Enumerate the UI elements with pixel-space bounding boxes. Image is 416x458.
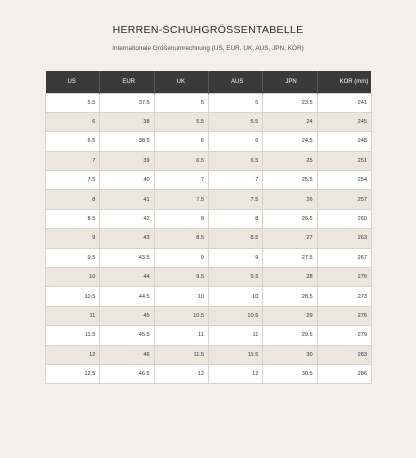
- cell-uk: 5.5: [154, 112, 208, 131]
- cell-us: 10.5: [46, 287, 100, 306]
- cell-jpn: 25.5: [263, 171, 317, 190]
- cell-aus: 11.5: [208, 345, 262, 364]
- cell-eur: 43.5: [100, 248, 154, 267]
- cell-jpn: 25: [263, 151, 317, 170]
- cell-aus: 8.5: [208, 229, 262, 248]
- cell-uk: 6.5: [154, 151, 208, 170]
- cell-jpn: 28: [263, 268, 317, 287]
- cell-aus: 7.5: [208, 190, 262, 209]
- cell-kor: 254: [317, 171, 371, 190]
- cell-aus: 11: [208, 326, 262, 345]
- cell-uk: 6: [154, 132, 208, 151]
- cell-eur: 45: [100, 306, 154, 325]
- table-row: [46, 345, 372, 364]
- cell-uk: 10.5: [154, 306, 208, 325]
- cell-us: 6: [46, 112, 100, 131]
- cell-us: 8.5: [46, 209, 100, 228]
- cell-aus: 10.5: [208, 306, 262, 325]
- cell-aus: 6: [208, 132, 262, 151]
- table-row: [46, 364, 372, 383]
- cell-eur: 45.5: [100, 326, 154, 345]
- cell-kor: 273: [317, 287, 371, 306]
- column-header-uk: UK: [154, 71, 208, 93]
- cell-eur: 39: [100, 151, 154, 170]
- column-header-us: US: [46, 71, 100, 93]
- column-header-kor: KOR (mm): [317, 71, 371, 93]
- cell-kor: 260: [317, 209, 371, 228]
- table-row: [46, 306, 372, 325]
- table-row: [46, 171, 372, 190]
- cell-aus: 12: [208, 364, 262, 383]
- cell-kor: 276: [317, 306, 371, 325]
- cell-aus: 5: [208, 93, 262, 112]
- cell-kor: 270: [317, 268, 371, 287]
- column-header-aus: AUS: [208, 71, 262, 93]
- cell-kor: 263: [317, 229, 371, 248]
- cell-kor: 245: [317, 112, 371, 131]
- cell-jpn: 26.5: [263, 209, 317, 228]
- cell-jpn: 26: [263, 190, 317, 209]
- cell-uk: 12: [154, 364, 208, 383]
- cell-aus: 9.5: [208, 268, 262, 287]
- cell-kor: 267: [317, 248, 371, 267]
- table-row: [46, 326, 372, 345]
- cell-uk: 11.5: [154, 345, 208, 364]
- table-row: [46, 132, 372, 151]
- cell-kor: 241: [317, 93, 371, 112]
- cell-eur: 46.5: [100, 364, 154, 383]
- cell-eur: 42: [100, 209, 154, 228]
- cell-us: 5.5: [46, 93, 100, 112]
- cell-aus: 6.5: [208, 151, 262, 170]
- table-body: [46, 93, 372, 384]
- cell-eur: 44.5: [100, 287, 154, 306]
- cell-kor: 248: [317, 132, 371, 151]
- cell-aus: 7: [208, 171, 262, 190]
- table-row: [46, 112, 372, 131]
- cell-jpn: 27.5: [263, 248, 317, 267]
- page-subtitle: Internationale Größenumrechnung (US, EUR, UK, AUS, JPN, KOR): [112, 45, 304, 52]
- column-header-jpn: JPN: [263, 71, 317, 93]
- page-title: HERREN-SCHUHGRÖSSENTABELLE: [112, 24, 304, 36]
- table-row: [46, 229, 372, 248]
- cell-jpn: 30: [263, 345, 317, 364]
- table-row: [46, 268, 372, 287]
- cell-us: 12.5: [46, 364, 100, 383]
- table-row: [46, 93, 372, 112]
- cell-uk: 8: [154, 209, 208, 228]
- cell-uk: 8.5: [154, 229, 208, 248]
- cell-us: 9: [46, 229, 100, 248]
- cell-jpn: 27: [263, 229, 317, 248]
- cell-jpn: 23.5: [263, 93, 317, 112]
- cell-eur: 41: [100, 190, 154, 209]
- cell-uk: 10: [154, 287, 208, 306]
- cell-us: 6.5: [46, 132, 100, 151]
- cell-aus: 9: [208, 248, 262, 267]
- table-header: [46, 71, 372, 93]
- cell-uk: 7.5: [154, 190, 208, 209]
- cell-kor: 257: [317, 190, 371, 209]
- cell-jpn: 28.5: [263, 287, 317, 306]
- cell-eur: 43: [100, 229, 154, 248]
- cell-kor: 286: [317, 364, 371, 383]
- cell-uk: 5: [154, 93, 208, 112]
- size-table: [45, 71, 372, 384]
- table-row: [46, 248, 372, 267]
- cell-us: 11: [46, 306, 100, 325]
- cell-jpn: 24: [263, 112, 317, 131]
- cell-uk: 9.5: [154, 268, 208, 287]
- cell-kor: 283: [317, 345, 371, 364]
- cell-eur: 38.5: [100, 132, 154, 151]
- cell-eur: 37.5: [100, 93, 154, 112]
- cell-uk: 11: [154, 326, 208, 345]
- cell-us: 7: [46, 151, 100, 170]
- cell-eur: 44: [100, 268, 154, 287]
- cell-aus: 10: [208, 287, 262, 306]
- cell-aus: 8: [208, 209, 262, 228]
- cell-kor: 251: [317, 151, 371, 170]
- cell-us: 9.5: [46, 248, 100, 267]
- cell-us: 11.5: [46, 326, 100, 345]
- cell-jpn: 29.5: [263, 326, 317, 345]
- table-row: [46, 287, 372, 306]
- column-header-eur: EUR: [100, 71, 154, 93]
- cell-us: 10: [46, 268, 100, 287]
- cell-kor: 279: [317, 326, 371, 345]
- cell-eur: 38: [100, 112, 154, 131]
- cell-eur: 40: [100, 171, 154, 190]
- cell-jpn: 29: [263, 306, 317, 325]
- cell-us: 7.5: [46, 171, 100, 190]
- cell-us: 8: [46, 190, 100, 209]
- cell-us: 12: [46, 345, 100, 364]
- table-row: [46, 151, 372, 170]
- table-row: [46, 209, 372, 228]
- cell-uk: 9: [154, 248, 208, 267]
- cell-uk: 7: [154, 171, 208, 190]
- cell-jpn: 24.5: [263, 132, 317, 151]
- cell-aus: 5.5: [208, 112, 262, 131]
- header-row: [46, 71, 372, 93]
- cell-jpn: 30.5: [263, 364, 317, 383]
- table-row: [46, 190, 372, 209]
- cell-eur: 46: [100, 345, 154, 364]
